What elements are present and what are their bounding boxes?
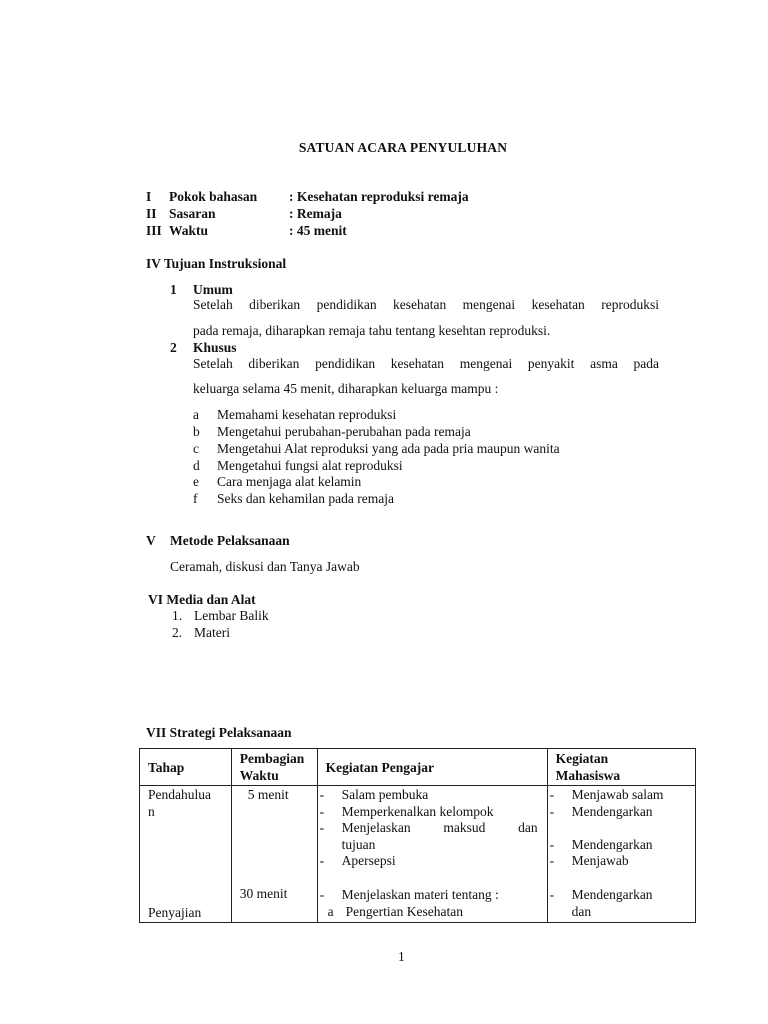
umum-text-line-2: pada remaja, diharapkan remaja tahu tentang kesehtan reproduksi.: [193, 323, 551, 338]
section-6-heading: VI Media dan Alat: [148, 592, 256, 607]
objective-letter: b: [193, 424, 200, 439]
media-item-text: Materi: [194, 625, 230, 640]
cell-waktu: 5 menit 30 menit: [231, 786, 317, 923]
objective-letter: e: [193, 474, 199, 489]
header-pembagian-waktu: Pembagian Waktu: [231, 749, 317, 786]
document-title: SATUAN ACARA PENYULUHAN: [298, 140, 508, 155]
khusus-text-line-1: Setelah diberikan pendidikan kesehatan mengenai penyakit asma pada: [193, 356, 659, 371]
info-label-sasaran: Sasaran: [169, 206, 216, 221]
info-value-waktu: : 45 menit: [289, 223, 347, 238]
cell-kegiatan-mahasiswa: - Menjawab salam - Mendengarkan - Mendengarkan - Menjawab - Mendengarkan dan: [547, 786, 695, 923]
cell-tahap: Pendahulua n Penyajian: [140, 786, 232, 923]
khusus-text-line-2: keluarga selama 45 menit, diharapkan keluarga mampu :: [193, 381, 499, 396]
umum-num: 1: [170, 282, 177, 297]
objective-letter: d: [193, 458, 200, 473]
objective-text: Memahami kesehatan reproduksi: [217, 407, 397, 422]
page-number: 1: [398, 949, 405, 964]
cell-tahap-penyajian: Penyajian: [148, 904, 202, 920]
info-label-waktu: Waktu: [169, 223, 209, 238]
section-5-num: V: [146, 533, 156, 548]
section-7-heading: VII Strategi Pelaksanaan: [146, 725, 292, 740]
objective-letter: f: [193, 491, 198, 506]
khusus-label: Khusus: [193, 340, 237, 355]
info-num-2: II: [146, 206, 157, 221]
objective-text: Mengetahui fungsi alat reproduksi: [217, 458, 403, 473]
cell-waktu-30: 30 menit: [239, 886, 288, 901]
header-kegiatan-pengajar: Kegiatan Pengajar: [317, 749, 547, 786]
section-5-text: Ceramah, diskusi dan Tanya Jawab: [170, 559, 360, 574]
objective-text: Mengetahui Alat reproduksi yang ada pada pria maupun wanita: [217, 441, 560, 456]
media-item-num: 2.: [172, 625, 183, 640]
media-item-num: 1.: [172, 608, 183, 623]
objective-letter: c: [193, 441, 199, 456]
strategy-table: [139, 748, 696, 923]
cell-kegiatan-pengajar: - Salam pembuka - Memperkenalkan kelompok - Menjelaskan maksud dan tujuan - Apersepsi - Menjelaskan materi tentang : a Pengertian Kesehatan: [317, 786, 547, 923]
objective-text: Mengetahui perubahan-perubahan pada remaja: [217, 424, 471, 439]
info-value-sasaran: : Remaja: [289, 206, 342, 221]
objective-text: Cara menjaga alat kelamin: [217, 474, 362, 489]
section-5-heading: Metode Pelaksanaan: [170, 533, 290, 548]
umum-text-line-1: Setelah diberikan pendidikan kesehatan mengenai kesehatan reproduksi: [193, 297, 659, 312]
info-label-pokok-bahasan: Pokok bahasan: [169, 189, 258, 204]
header-kegiatan-mahasiswa: Kegiatan Mahasiswa: [547, 749, 695, 786]
info-num-3: III: [146, 223, 162, 238]
info-num-1: I: [146, 189, 152, 204]
section-4-heading: IV Tujuan Instruksional: [146, 256, 287, 271]
khusus-num: 2: [170, 340, 177, 355]
table-header-row: [140, 749, 696, 786]
header-tahap: Tahap: [140, 749, 232, 786]
table-row: [140, 786, 696, 923]
objective-text: Seks dan kehamilan pada remaja: [217, 491, 394, 506]
media-item-text: Lembar Balik: [194, 608, 269, 623]
objective-letter: a: [193, 407, 199, 422]
umum-label: Umum: [193, 282, 233, 297]
info-value-pokok-bahasan: : Kesehatan reproduksi remaja: [289, 189, 469, 204]
